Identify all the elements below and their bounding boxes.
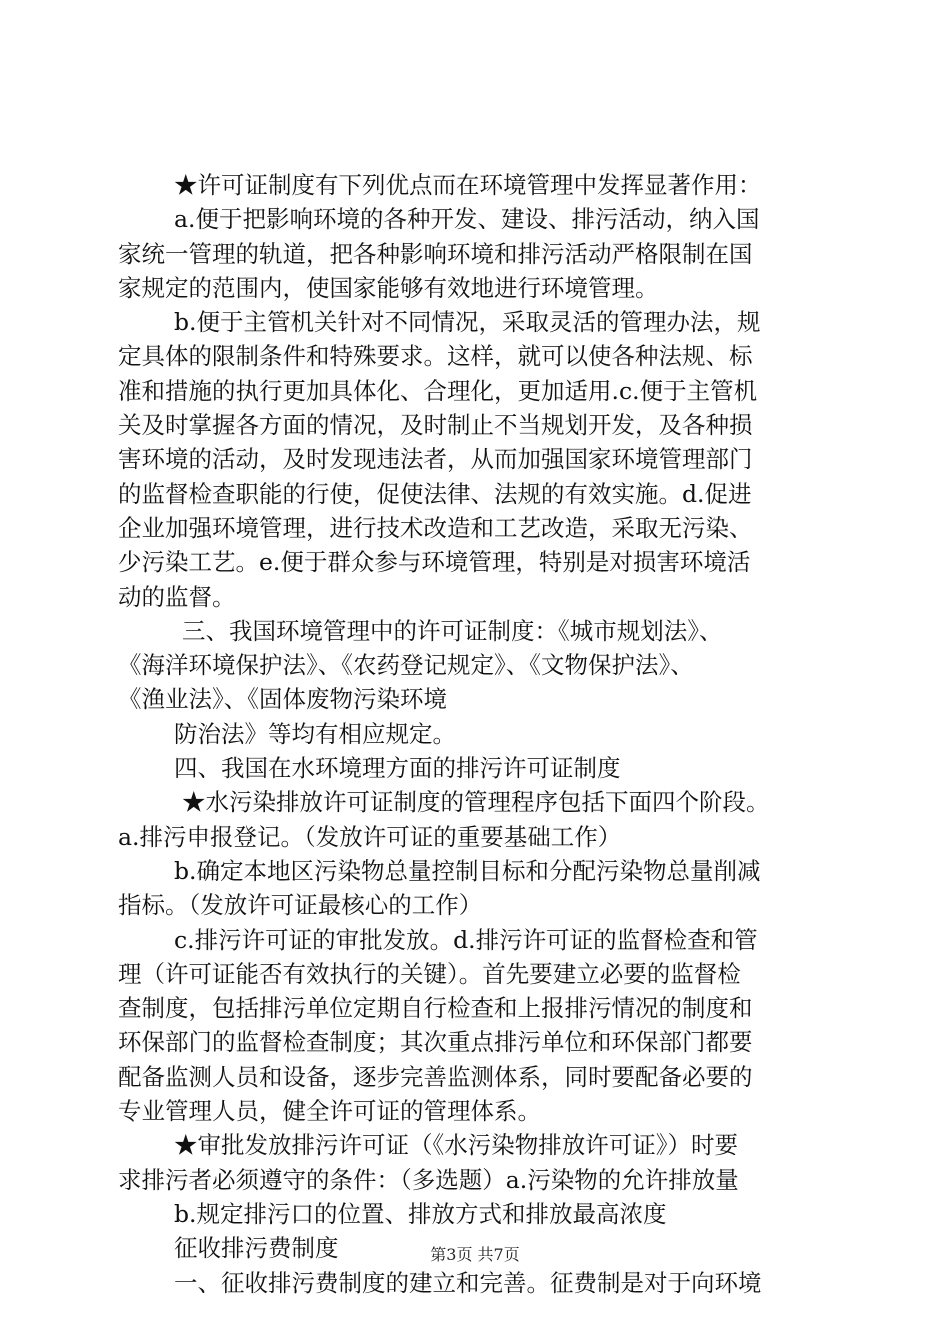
section-heading-line: 四、我国在水环境理方面的排污许可证制度	[174, 754, 621, 783]
document-body	[118, 168, 838, 1300]
paragraph-line: b.确定本地区污染物总量控制目标和分配污染物总量削减	[174, 856, 761, 885]
paragraph-line: a.排污申报登记。（发放许可证的重要基础工作）	[118, 822, 622, 851]
paragraph-line: 《海洋环境保护法》、《农药登记规定》、《文物保护法》、	[118, 651, 694, 680]
paragraph-line: 家统一管理的轨道，把各种影响环境和排污活动严格限制在国	[118, 239, 753, 268]
paragraph-line: ★许可证制度有下列优点而在环境管理中发挥显著作用：	[174, 171, 762, 199]
paragraph-line: 一、征收排污费制度的建立和完善。征费制是对于向环境	[174, 1268, 762, 1297]
paragraph-line: a.便于把影响环境的各种开发、建设、排污活动，纳入国	[174, 205, 760, 234]
paragraph-line: 专业管理人员，健全许可证的管理体系。	[118, 1097, 541, 1126]
paragraph-line: 少污染工艺。e.便于群众参与环境管理，特别是对损害环境活	[118, 548, 751, 577]
paragraph-line: 查制度，包括排污单位定期自行检查和上报排污情况的制度和	[118, 994, 753, 1023]
paragraph-line: b.规定排污口的位置、排放方式和排放最高浓度	[174, 1199, 667, 1228]
paragraph-line: 关及时掌握各方面的情况，及时制止不当规划开发，及各种损	[118, 411, 753, 440]
paragraph-line: b.便于主管机关针对不同情况，采取灵活的管理办法，规	[174, 308, 761, 337]
paragraph-line: 企业加强环境管理，进行技术改造和工艺改造，采取无污染、	[118, 513, 753, 542]
paragraph-line: 的监督检查职能的行使，促使法律、法规的有效实施。d.促进	[118, 479, 752, 508]
paragraph-line: 环保部门的监督检查制度；其次重点排污单位和环保部门都要	[118, 1028, 753, 1057]
paragraph-line: ★水污染排放许可证制度的管理程序包括下面四个阶段。	[182, 788, 770, 817]
paragraph-line: 准和措施的执行更加具体化、合理化，更加适用.c.便于主管机	[118, 376, 758, 405]
page-number-footer: 第3页 共7页	[430, 1245, 520, 1264]
paragraph-line: 动的监督。	[118, 582, 236, 611]
paragraph-line: 家规定的范围内，使国家能够有效地进行环境管理。	[118, 273, 659, 302]
paragraph-line: 求排污者必须遵守的条件：（多选题）a.污染物的允许排放量	[118, 1165, 739, 1194]
paragraph-line: ★审批发放排污许可证（《水污染物排放许可证》）时要	[174, 1131, 738, 1160]
paragraph-line: 指标。（发放许可证最核心的工作）	[118, 891, 483, 920]
section-heading-line: 三、我国环境管理中的许可证制度：《城市规划法》、	[182, 616, 723, 645]
section-heading-line: 征收排污费制度	[174, 1234, 339, 1263]
paragraph-line: 定具体的限制条件和特殊要求。这样，就可以使各种法规、标	[118, 342, 753, 371]
paragraph-line: 害环境的活动，及时发现违法者，从而加强国家环境管理部门	[118, 445, 753, 474]
paragraph-line: 《渔业法》、《固体废物污染环境	[118, 685, 447, 714]
paragraph-line: 理（许可证能否有效执行的关键）。首先要建立必要的监督检	[118, 959, 741, 988]
paragraph-line: c.排污许可证的审批发放。d.排污许可证的监督检查和管	[174, 925, 758, 954]
paragraph-line: 防治法》等均有相应规定。	[174, 719, 456, 748]
paragraph-line: 配备监测人员和设备，逐步完善监测体系，同时要配备必要的	[118, 1062, 753, 1091]
